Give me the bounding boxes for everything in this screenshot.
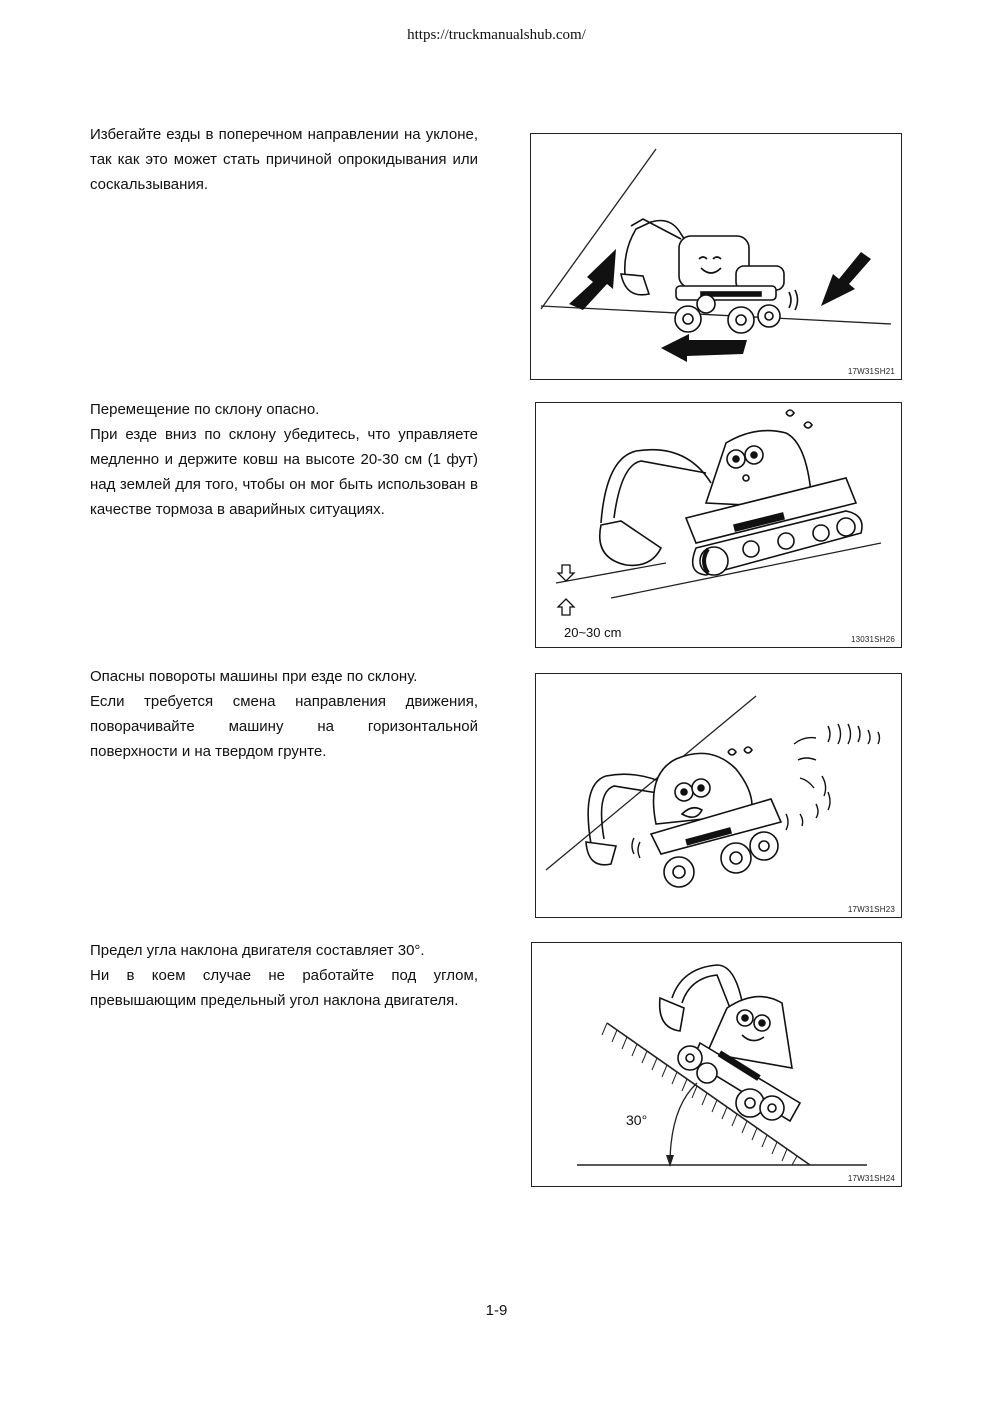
section-3-paragraph-1: Опасны повороты машины при езде по склону. — [90, 668, 418, 685]
figure-code: 13031SH26 — [850, 635, 895, 644]
excavator-icon — [600, 410, 862, 575]
page-number: 1-9 — [485, 1302, 508, 1319]
site-url[interactable]: https://truckmanualshub.com/ — [407, 27, 586, 43]
slope-angle-illustration — [532, 943, 900, 1185]
section-4-paragraph-2: Ни в коем случае не работайте под углом, превышающим предельный угол наклона двигателя. — [90, 967, 478, 1009]
section-2-paragraph-1: Перемещение по склону опасно. — [90, 401, 320, 418]
figure-turning-on-slope — [535, 673, 902, 918]
downhill-illustration — [536, 403, 900, 646]
figure-code: 17W31SH23 — [847, 905, 895, 914]
height-arrow-icon — [558, 565, 574, 615]
arrow-up-icon — [569, 249, 616, 310]
figure-code: 17W31SH24 — [847, 1174, 895, 1183]
excavator-icon — [586, 747, 781, 887]
section-3-text — [90, 664, 478, 764]
section-4-paragraph-1: Предел угла наклона двигателя составляет 30°. — [90, 942, 425, 959]
section-3-paragraph-2: Если требуется смена направления движения, поворачивайте машину на горизонтальной поверхности и на твердом грунте. — [90, 693, 478, 760]
section-1-text — [90, 122, 478, 197]
section-2-text — [90, 397, 478, 522]
cross-slope-illustration — [531, 134, 900, 378]
section-4-text — [90, 938, 478, 1013]
excavator-icon — [621, 219, 798, 333]
turning-on-slope-illustration — [536, 674, 900, 916]
figure-cross-slope — [530, 133, 902, 380]
figure-code: 17W31SH21 — [847, 367, 895, 376]
figure-slope-angle-limit — [531, 942, 902, 1187]
arrow-down-icon — [821, 252, 871, 306]
excavator-icon — [660, 965, 800, 1121]
section-2-paragraph-2: При езде вниз по склону убедитесь, что управляете медленно и держите ковш на высоте 20-30 см (1 фут) над землей для того, чтобы он мог быть использован в качестве тормоза в аварийных ситуациях. — [90, 426, 478, 518]
height-label: 20~30 cm — [564, 625, 622, 640]
arrow-left-icon — [661, 334, 747, 362]
angle-label: 30° — [626, 1112, 648, 1128]
figure-downhill — [535, 402, 902, 648]
section-1-paragraph-1: Избегайте езды в поперечном направлении на уклоне, так как это может стать причиной опрокидывания или соскальзывания. — [90, 126, 478, 193]
